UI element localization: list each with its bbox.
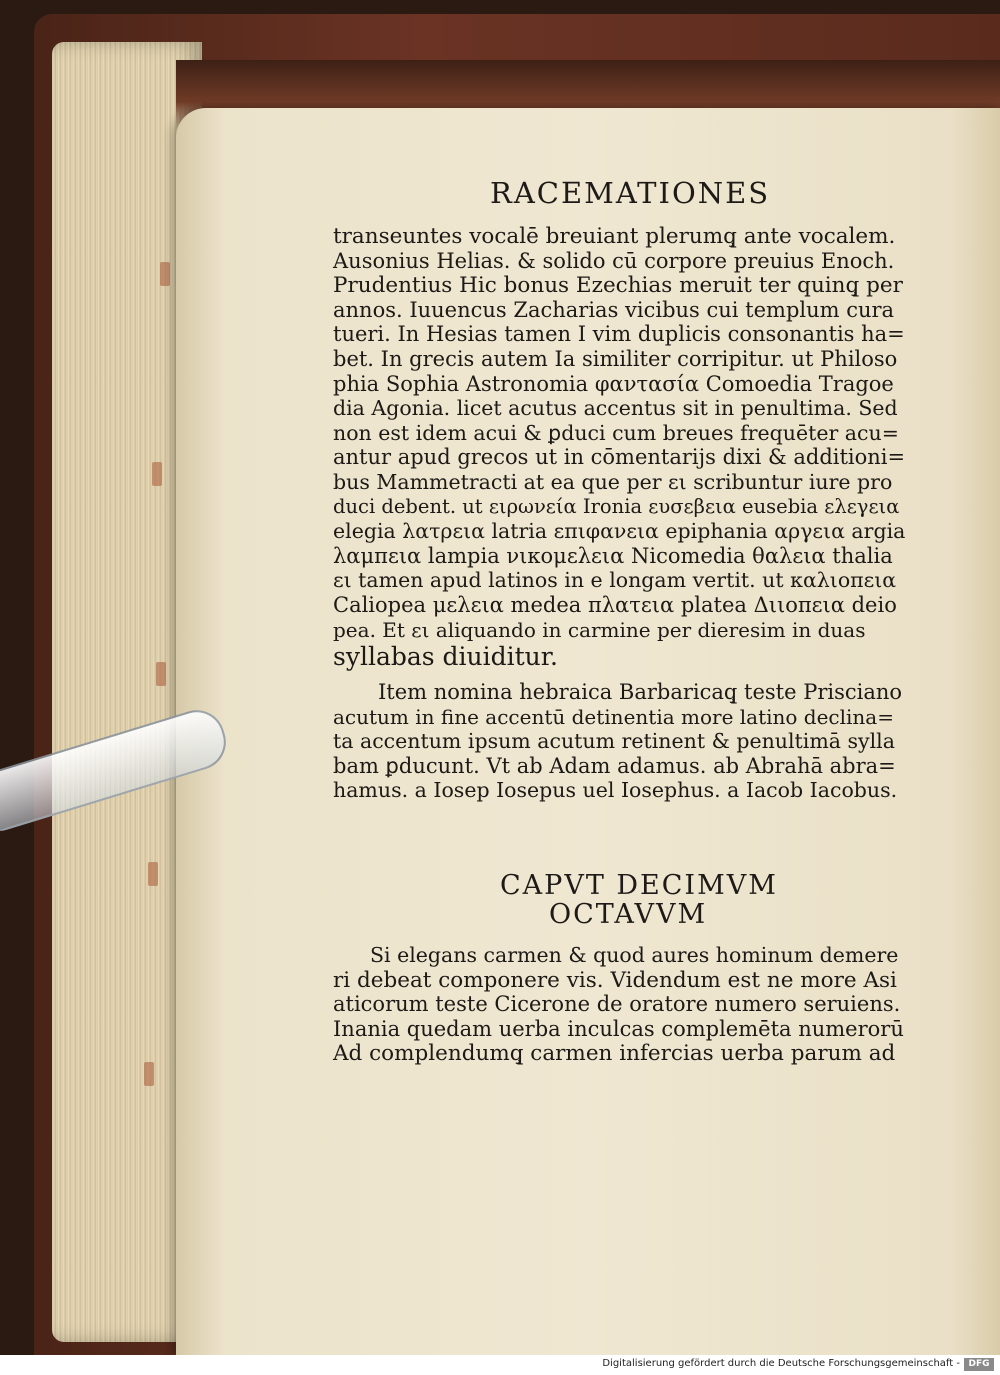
text-line: Ad complendumq̧ carmen infercias uerba parum ad [333,1041,896,1067]
text-line: syllabas diuiditur. [333,642,558,672]
text-line: Item nomina hebraica Barbaricaq̧ teste Prisciano [378,680,903,704]
text-line: dia Agonia. licet acutus accentus sit in penultima. Sed [333,396,898,421]
edge-marker [160,262,170,286]
edge-marker [144,1062,154,1086]
running-head: RACEMATIONES [490,176,771,210]
text-line: bam ꝑducunt. Vt ab Adam adamus. ab Abrahā abra= [333,753,896,778]
funding-credit: Digitalisierung gefördert durch die Deutsche Forschungsgemeinschaft - [602,1358,960,1369]
text-line: non est idem acui & ꝑduci cum breues frequēter acu= [333,420,899,445]
text-line: antur apud grecos ut in cōmentarijs dixi & additioni= [333,445,906,470]
text-line: duci debent. ut ειρωνεία Ironia ευσεβεια eusebia ελεγεια [333,494,900,518]
text-line: ει tamen apud latinos in e longam vertit. ut καλιοπεια [333,568,897,593]
text-line: elegia λατρεια latria επιφανεια epiphania αργεια argia [333,519,906,544]
text-line: ta accentum ipsum acutum retinent & penultimā sylla [333,729,895,754]
edge-marker [152,462,162,486]
text-line: acutum in fine accentū detinentia more latino declina= [333,704,894,729]
chapter-heading-line-1: CAPVT DECIMVM [500,870,778,901]
text-line: Prudentius Hic bonus Ezechias meruit ter quinq̧ per [333,273,903,299]
text-line: Ausonius Helias. & solido cū corpore preuius Enoch. [333,248,895,273]
text-line: phia Sophia Astronomia φαντασία Comoedia Tragoe [333,371,894,396]
text-line: annos. Iuuencus Zacharias vicibus cui templum cura [333,297,895,322]
text-line: transeuntes vocalē breuiant plerumq̧ ante vocalem. [333,224,896,249]
edge-marker [148,862,158,886]
text-line: aticorum teste Cicerone de oratore numero seruiens. [333,992,901,1017]
edge-marker [156,662,166,686]
text-line: pea. Et ει aliquando in carmine per dieresim in duas [333,617,866,642]
text-line: Caliopea μελεια medea πλατεια platea Διιοπεια deio [333,593,897,617]
text-line: hamus. a Iosep Iosepus uel Iosephus. a Iacob Iacobus. [333,778,898,803]
dfg-logo: DFG [964,1358,994,1371]
text-line: bet. In grecis autem Ia similiter corripitur. ut Philoso [333,347,898,371]
text-line: λαμπεια lampia νικομελεια Nicomedia θαλεια thalia [333,543,893,568]
text-line: bus Mammetracti at ea que per ει scribuntur iure pro [333,470,893,494]
text-line: tueri. In Hesias tamen I vim duplicis consonantis ha= [333,322,905,347]
text-line: Si elegans carmen & quod aures hominum demere [370,943,899,967]
chapter-heading-line-2: OCTAVVM [549,899,708,930]
text-line: ri debeat componere vis. Videndum est ne more Asi [333,967,897,993]
text-line: Inania quedam uerba inculcas complemēta numerorū [333,1016,904,1041]
